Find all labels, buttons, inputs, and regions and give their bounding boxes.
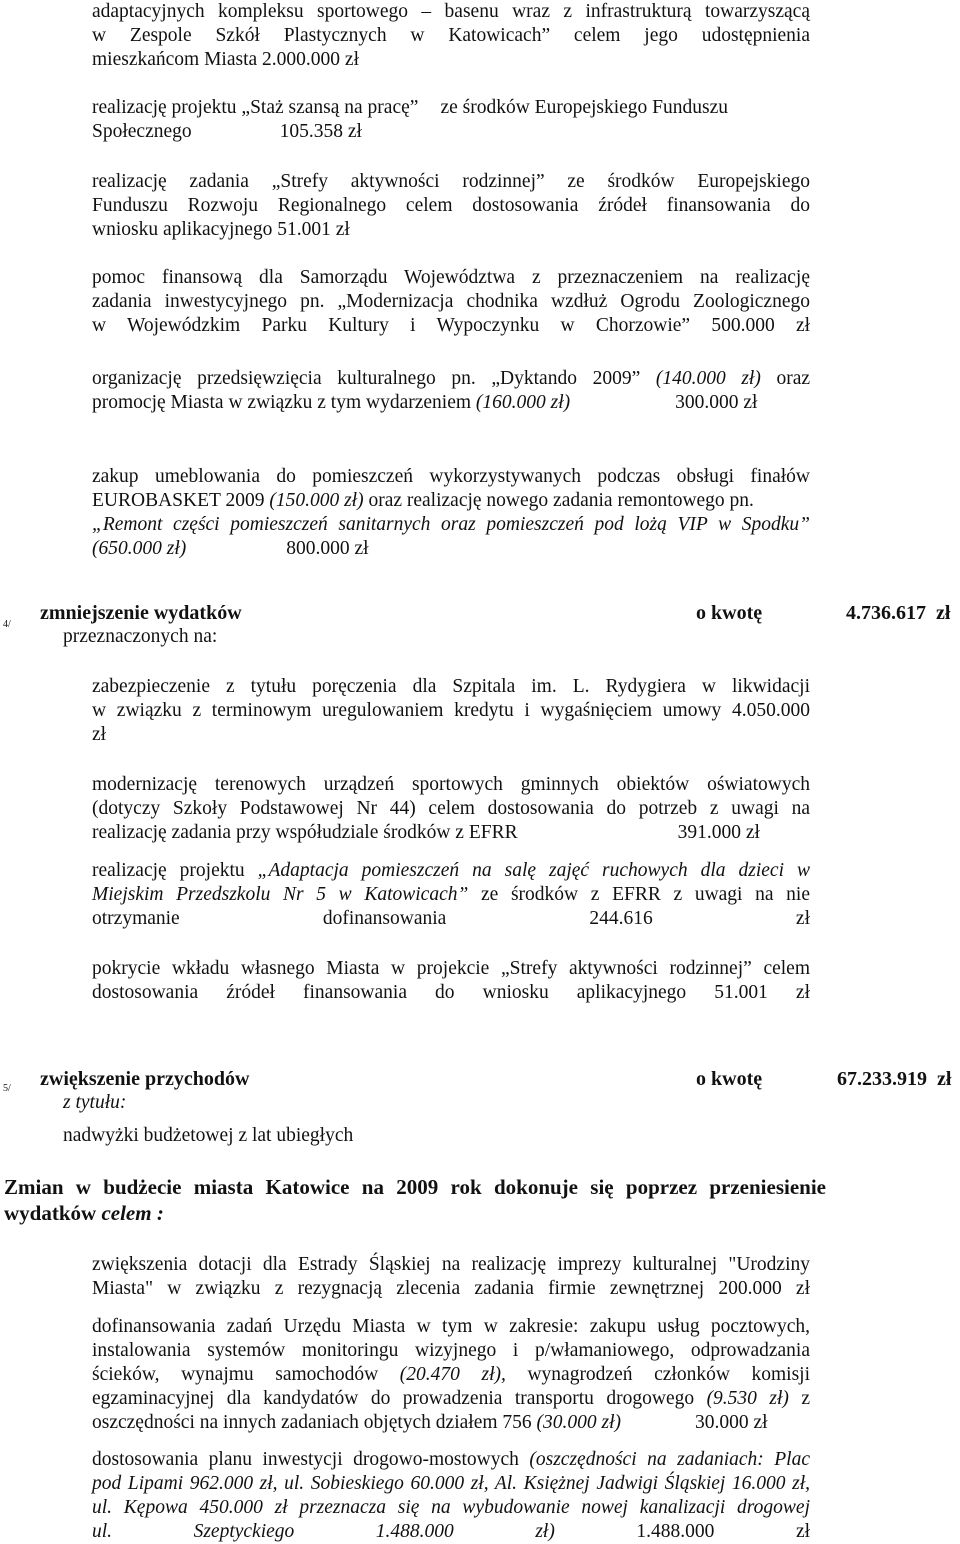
- section-4-subtitle: przeznaczonych na:: [63, 626, 218, 647]
- text-line: realizację zadania „Strefy aktywności rodzinnej” ze środków Europejskiego: [92, 171, 810, 192]
- paragraph-eurobasket: [92, 465, 810, 561]
- paragraph-strefy: [92, 170, 810, 242]
- text-fragment-italic: „Adaptacja pomieszczeń na salę zajęć ruchowych dla dzieci w: [257, 860, 810, 881]
- text-line: Funduszu Rozwoju Regionalnego celem dostosowania źródeł finansowania do: [92, 195, 810, 216]
- paragraph-staz: [92, 96, 810, 144]
- text-line: zadania inwestycyjnego pn. „Modernizacja chodnika wzdłuż Ogrodu Zoologicznego: [92, 291, 810, 312]
- text-fragment: oraz realizację nowego zadania remontowego pn.: [368, 490, 754, 511]
- amount-italic: (30.000 zł): [536, 1412, 622, 1433]
- text-fragment: otrzymanie dofinansowania: [92, 908, 447, 929]
- text-fragment: w Wojewódzkim Parku Kultury i Wypoczynku w Chorzowie”: [92, 315, 691, 336]
- text-line: dofinansowania zadań Urzędu Miasta w tym w zakresie: zakupu usług pocztowych,: [92, 1316, 810, 1337]
- text-fragment: ze środków Europejskiego Funduszu: [440, 97, 729, 118]
- text-fragment: EUROBASKET 2009: [92, 490, 265, 511]
- text-fragment: dostosowania źródeł finansowania do wniosku aplikacyjnego: [92, 982, 687, 1003]
- paragraph-urzad: [92, 1315, 810, 1435]
- text-line: adaptacyjnych kompleksu sportowego – basenu wraz z infrastrukturą towarzyszącą: [92, 1, 810, 22]
- amount: 30.000 zł: [695, 1412, 768, 1433]
- text-fragment: organizację przedsięwzięcia kulturalnego pn. „Dyktando 2009”: [92, 368, 641, 389]
- heading-fragment: wydatków: [4, 1201, 97, 1225]
- section-4-kwote: o kwotę: [696, 602, 763, 624]
- paragraph-adaptacja: [92, 859, 810, 931]
- amount: 244.616 zł: [589, 908, 810, 929]
- text-fragment: Miasta" w związku z rezygnacją zlecenia zadania firmie zewnętrznej: [92, 1278, 705, 1299]
- text-fragment: promocję Miasta w związku z tym wydarzeniem: [92, 392, 472, 413]
- amount-italic: (150.000 zł): [269, 490, 364, 511]
- paragraph-drogi: [92, 1448, 810, 1544]
- section-5-amount: 67.233.919 zł: [837, 1068, 952, 1090]
- text-fragment-italic: ul. Szeptyckiego 1.488.000 zł): [92, 1521, 555, 1542]
- text-fragment: dostosowania planu inwestycji drogowo-mostowych: [92, 1449, 519, 1470]
- transfer-heading: [4, 1174, 826, 1226]
- text-line-italic: pod Lipami 962.000 zł, ul. Sobieskiego 60.000 zł, Al. Księżnej Jadwigi Śląskiej 16.000 zł,: [92, 1473, 810, 1494]
- section-5-kwote: o kwotę: [696, 1068, 763, 1090]
- amount-italic: (20.470 zł),: [399, 1364, 506, 1385]
- section-5-subtitle: z tytułu:: [63, 1092, 127, 1113]
- text-fragment: ze środków z EFRR z uwagi na nie: [481, 884, 811, 905]
- amount: 300.000 zł: [675, 392, 758, 413]
- text-line: zwiększenia dotacji dla Estrady Śląskiej na realizację imprezy kulturalnej "Urodziny: [92, 1254, 810, 1275]
- text-fragment: egzaminacyjnej dla kandydatów do prowadzenia transportu drogowego: [92, 1388, 695, 1409]
- amount: 51.001 zł: [714, 982, 811, 1003]
- text-line: pomoc finansową dla Samorządu Województwa z przeznaczeniem na realizację: [92, 267, 810, 288]
- text-line: wniosku aplikacyjnego 51.001 zł: [92, 219, 350, 240]
- heading-fragment-italic: celem :: [101, 1201, 164, 1225]
- text-line: modernizację terenowych urządzeń sportowych gminnych obiektów oświatowych: [92, 774, 810, 795]
- paragraph-szpital: [92, 675, 810, 747]
- text-fragment: wynagrodzeń członków komisji: [527, 1364, 810, 1385]
- amount: 105.358 zł: [279, 121, 362, 142]
- amount: 200.000 zł: [718, 1278, 811, 1299]
- paragraph-estrada: [92, 1253, 810, 1301]
- amount: 1.488.000 zł: [636, 1521, 811, 1542]
- paragraph-dyktando: [92, 367, 810, 415]
- section-4-title: zmniejszenie wydatków: [40, 602, 242, 624]
- text-fragment: realizację zadania przy współudziale środków z EFRR: [92, 822, 518, 843]
- text-line: instalowania systemów monitoringu wizyjnego i p/włamaniowego, odprowadzania: [92, 1340, 810, 1361]
- text-line: zł: [92, 724, 107, 745]
- text-fragment-italic: (oszczędności na zadaniach: Plac: [529, 1449, 810, 1470]
- section-5-number: 5/: [3, 1083, 11, 1094]
- amount: 391.000 zł: [677, 822, 760, 843]
- amount: 500.000 zł: [711, 315, 811, 336]
- text-line-italic: ul. Kępowa 450.000 zł przeznacza się na wybudowanie nowej kanalizacji drogowej: [92, 1497, 810, 1518]
- paragraph-wklad: [92, 957, 810, 1005]
- text-fragment: z: [801, 1388, 810, 1409]
- text-fragment: oszczędności na innych zadaniach objętych działem 756: [92, 1412, 532, 1433]
- amount-italic: (140.000 zł): [655, 368, 761, 389]
- text-line: w Zespole Szkół Plastycznych w Katowicach” celem jego udostępnienia: [92, 25, 810, 46]
- amount-italic: (9.530 zł): [706, 1388, 789, 1409]
- section-5-item: nadwyżki budżetowej z lat ubiegłych: [63, 1125, 354, 1146]
- paragraph-basen: [92, 0, 810, 72]
- text-line: w związku z terminowym uregulowaniem kredytu i wygaśnięciem umowy 4.050.000: [92, 700, 810, 721]
- text-fragment: ścieków, wynajmu samochodów: [92, 1364, 379, 1385]
- text-fragment-italic: Miejskim Przedszkolu Nr 5 w Katowicach”: [92, 884, 469, 905]
- section-5-title: zwiększenie przychodów: [40, 1068, 250, 1090]
- text-fragment: Społecznego: [92, 121, 192, 142]
- text-line: zakup umeblowania do pomieszczeń wykorzystywanych podczas obsługi finałów: [92, 466, 810, 487]
- text-line: pokrycie wkładu własnego Miasta w projekcie „Strefy aktywności rodzinnej” celem: [92, 958, 810, 979]
- text-fragment: realizację projektu: [92, 860, 245, 881]
- text-line: mieszkańcom Miasta 2.000.000 zł: [92, 49, 359, 70]
- amount-italic: (650.000 zł): [92, 538, 187, 559]
- text-line: (dotyczy Szkoły Podstawowej Nr 44) celem dostosowania do potrzeb z uwagi na: [92, 798, 810, 819]
- text-line: „Remont części pomieszczeń sanitarnych oraz pomieszczeń pod lożą VIP w Spodku”: [92, 514, 810, 535]
- text-fragment: oraz: [776, 368, 811, 389]
- section-4-amount: 4.736.617 zł: [846, 602, 951, 624]
- amount: 800.000 zł: [286, 538, 369, 559]
- text-fragment: realizację projektu „Staż szansą na pracę”: [92, 97, 419, 118]
- paragraph-modernizacja: [92, 773, 810, 845]
- amount-italic: (160.000 zł): [475, 392, 571, 413]
- section-4-number: 4/: [3, 619, 11, 630]
- text-line: zabezpieczenie z tytułu poręczenia dla Szpitala im. L. Rydygiera w likwidacji: [92, 676, 810, 697]
- heading-line: Zmian w budżecie miasta Katowice na 2009 rok dokonuje się poprzez przeniesienie: [4, 1175, 826, 1199]
- paragraph-chodnik: [92, 266, 810, 338]
